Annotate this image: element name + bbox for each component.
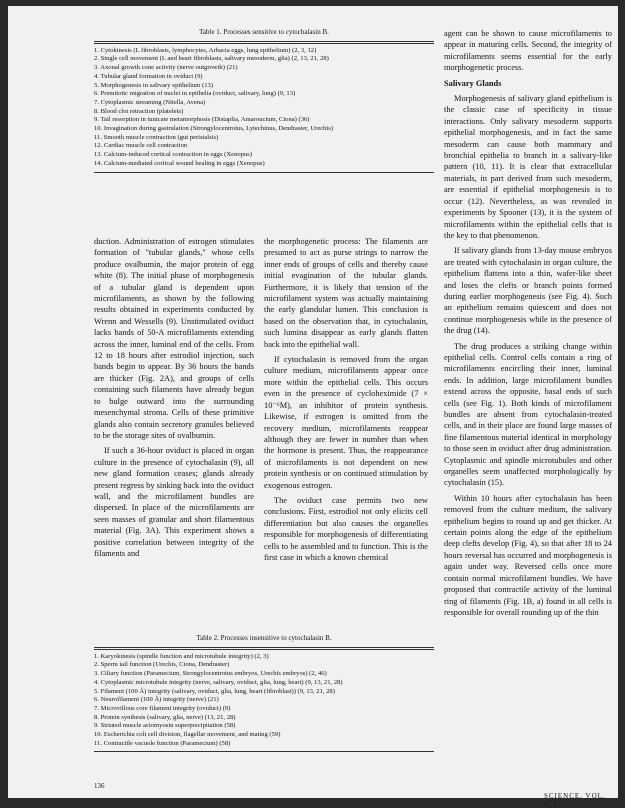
paragraph: If salivary glands from 13-day mouse embryos are treated with cytochalasin in organ culture, the epithelium flattens into a thin, wafer-like sheet and loses the clefts or branch points formed during earlier morphogenesis (see Fig. 4). Such an epithelium remains quiescent and does not continue morphogenesis while in the presence of the drug (14).	[444, 246, 612, 336]
table-row: 10. Escherichia coli cell division, flagellar movement, and mating (59)	[94, 731, 281, 739]
table-row: 5. Filament (100 Å) integrity (salivary, oviduct, glia, lung, heart (fibroblast)) (9, 13, 21, 28)	[94, 687, 335, 695]
paragraph: Morphogenesis of salivary gland epithelium is the classic case of specificity in tissue interactions. Only salivary mesoderm supports epithelial morphogenesis, and in fact the same mesoderm can cause both mammary and bronchial epithelia to branch in a salivary-like pattern (10, 11). It is clear that extracellular materials, in part derived from such mesoderm, are essential if epithelial morphogenesis is to occur (12). Nevertheless, as was revealed in experiments by Spooner (13), it is the system of microfilaments within the epithelial cells that is the key to that phenomenon.	[444, 94, 612, 240]
table-row: 4. Tubular gland formation in oviduct (9)	[94, 72, 203, 80]
table-row: 7. Microvillous core filament integrity (oviduct) (9)	[94, 704, 231, 712]
table-row: 11. Smooth muscle contraction (gut peristalsis)	[94, 133, 219, 141]
table-row: 1. Cytokinesis (L fibroblasts, lymphocytes, Arbacia eggs, lung epithelium) (2, 3, 12)	[94, 46, 317, 54]
paragraph: Within 10 hours after cytochalasin has been removed from the culture medium, the salivary epithelium begins to round up and get thicker. At certain points along the edge of the epithelium deep clefts develop (Fig. 4), so that after 18 to 24 hours reversal has occurred and morphogenesis is again under way. Reversed cells once more contain normal microfilament bundles. We have proposed that contractile activity of the luminal ring of filaments (Fig. 1B, a) found in all cells is responsible for overall rounding up of the thin	[444, 493, 612, 617]
column-1	[94, 236, 254, 563]
table-2-list	[94, 653, 434, 749]
document-page	[8, 6, 618, 808]
table-row: 8. Blood clot retraction (platelets)	[94, 107, 184, 115]
table-2-caption: Table 2. Processes insensitive to cytochalasin B.	[196, 634, 332, 642]
section-heading: Salivary Glands	[444, 78, 502, 88]
table-row: 13. Calcium-induced cortical contraction in eggs (Xenopus)	[94, 151, 253, 159]
paragraph: duction. Administration of estrogen stimulates formation of "tubular glands," whose cells produce ovalbumin, the major protein of egg white (8). The initial phase of morphogenesis of a tubular gland is dependent upon microfilaments, as shown by the following results obtained in experiments conducted by Wrenn and Wessells (9). Unstimulated oviduct lacks bands of 50-A microfilaments extending across the inner, luminal end of the cells. From 12 to 18 hours after estrodiol injection, such bands begin to appear. By 36 hours the bands are thicker (Fig. 2A), and groups of cells containing such filaments have already begun to bulge outward into the surrounding mesenchymal stroma. Cells of these primitive glands also contain secretory granules believed to be the storage sites of ovalbumin.	[94, 237, 254, 440]
table-1-list	[94, 47, 434, 169]
table-row: 6. Premitotic migration of nuclei in epithelia (oviduct, salivary, lung) (9, 13)	[94, 90, 296, 98]
paragraph: The oviduct case permits two new conclusions. First, estrodiol not only elicits cell differentiation but also causes the organelles responsible for morphogenesis of differentiating cells to be assembled and to function. This is the first case in which a known chemical	[264, 495, 428, 562]
table-row: 9. Tail resorption in tunicate metamorphosis (Distaplia, Amaroucium, Ciona) (36)	[94, 116, 310, 124]
paragraph: If such a 36-hour oviduct is placed in organ culture in the presence of cytochalasin (9), all new gland formation ceases; glands already present regress by sinking back into the oviduct wall, and the microfilament bundles are dispersed. In place of the microfilaments are seen masses of granular and short filamentous material (Fig. 3A). This experiment shows a positive correlation between integrity of the filaments and	[94, 446, 254, 558]
table-2	[94, 634, 434, 753]
table-row: 8. Protein synthesis (salivary, glia, nerve) (13, 21, 28)	[94, 713, 236, 721]
running-head: SCIENCE, VOL. 171	[544, 792, 606, 808]
table-row: 4. Cytoplasmic microtubule integrity (nerve, salivary, oviduct, glia, lung, heart) (9, 13, 21, 28)	[94, 678, 343, 686]
column-2	[264, 236, 428, 567]
paragraph: agent can be shown to cause microfilaments to appear in maturing cells. Second, the integrity of microfilaments seems essential for the early morphogenetic process.	[444, 29, 612, 73]
table-1-caption: Table 1. Processes sensitive to cytochalasin B.	[199, 28, 329, 36]
table-row: 9. Striated muscle actomyosin superprecipitation (58)	[94, 722, 236, 730]
table-1	[94, 28, 434, 174]
table-row: 6. Neurofilament (100 Å) integrity (nerve) (21)	[94, 696, 219, 704]
table-row: 3. Axonal growth cone activity (nerve outgrowth) (21)	[94, 64, 238, 72]
paragraph: the morphogenetic process: The filaments are presumed to act as purse strings to narrow the inner ends of groups of cells and thereby cause initial evagination of the tubular glands. Furthermore, it is likely that tension of the microfilament system was actually maintaining the early glandular lumen. This conclusion is based on the observation that, in cytochalasin, such lumina disappear as early glands flatten back into the epithelial wall.	[264, 237, 428, 349]
page-number: 136	[94, 782, 105, 790]
column-3	[444, 28, 612, 622]
table-row: 10. Invagination during gastrulation (Strongylocentrotus, Lytechinus, Dendraster, Urechis)	[94, 125, 334, 133]
paragraph: If cytochalasin is removed from the organ culture medium, microfilaments appear once more within the epithelial cells. This occurs even in the presence of cycloheximide (7 × 10⁻⁶M), an inhibitor of protein synthesis. Likewise, if estrogen is omitted from the recovery medium, microfilaments reappear although they are fewer in number than when the hormone is present. Thus, the reappearance of microfilaments is not dependent on new protein synthesis or on continued stimulation by exogenous estrogen.	[264, 355, 428, 490]
table-row: 1. Karyokinesis (spindle function and microtubule integrity) (2, 3)	[94, 652, 269, 660]
table-row: 12. Cardiac muscle cell contraction	[94, 142, 188, 150]
table-row: 3. Ciliary function (Paramecium, Strongylocentrotus embryos, Urechis embryos) (2, 46)	[94, 670, 327, 678]
table-row: 11. Contractile vacuole function (Paramecium) (58)	[94, 739, 231, 747]
table-row: 14. Calcium-mediated cortical wound healing in eggs (Xenopus)	[94, 159, 265, 167]
table-row: 2. Single cell movement (L and heart fibroblasts, salivary mesoderm, glia) (2, 13, 21, 28)	[94, 55, 329, 63]
paragraph: The drug produces a striking change within epithelial cells. Control cells contain a ring of microfilaments encircling their inner, luminal ends. In addition, large microfilament bundles extend across the opposite, basal ends of such cells (see Fig. 1). Both kinds of microfilament bundles are absent from cytochalasin-treated cells, and in their place are found large masses of fine filamentous material identical in morphology to those seen in oviduct after drug administration. Cytoplasmic and spindle microtubules and other organelles seem unaffected morphologically by cytochalasin (15).	[444, 341, 612, 488]
table-row: 7. Cytoplasmic streaming (Nitella, Avena)	[94, 98, 206, 106]
table-row: 5. Morphogenesis in salivary epithelium (13)	[94, 81, 214, 89]
table-row: 2. Sperm tail function (Urechis, Ciona, Dendraster)	[94, 661, 230, 669]
